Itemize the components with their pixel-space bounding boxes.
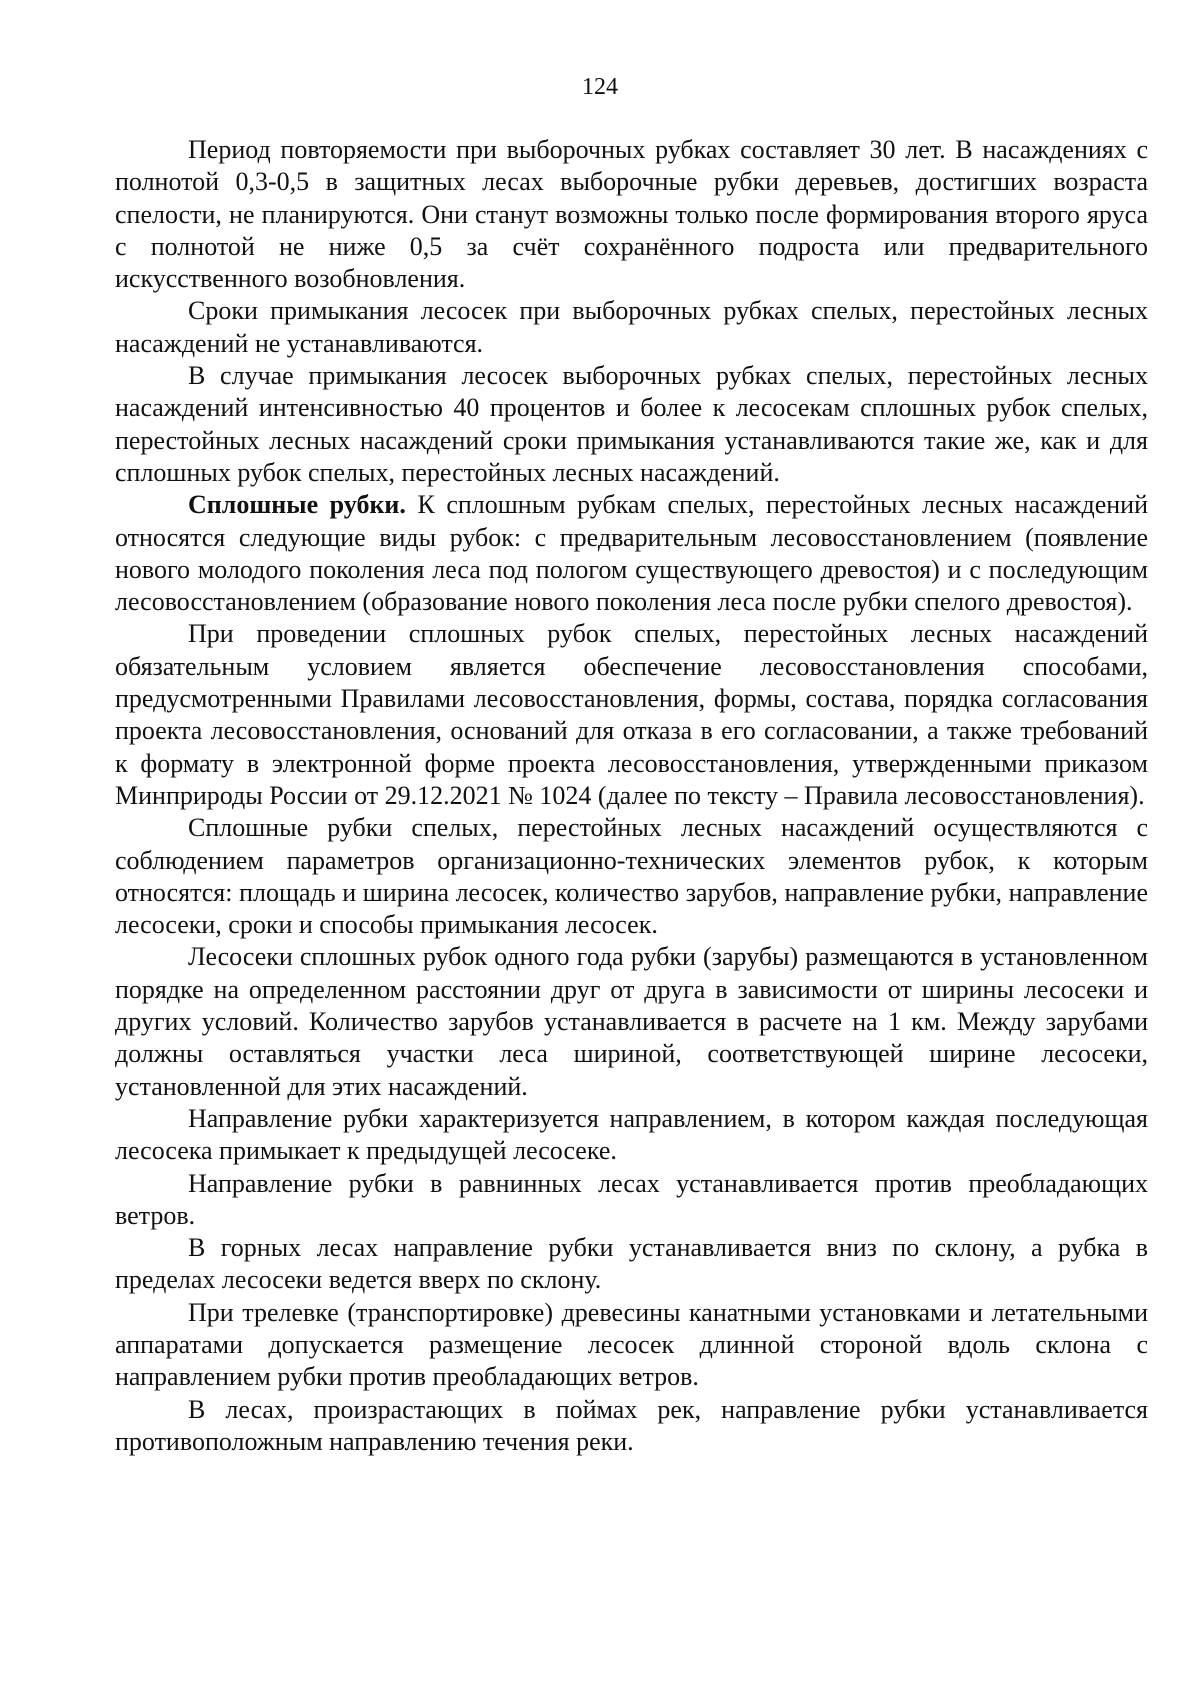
- paragraph-text: В горных лесах направление рубки устанавливается вниз по склону, а рубка в пределах лесосеки ведется вверх по склону.: [115, 1233, 1148, 1295]
- paragraph-text: При проведении сплошных рубок спелых, перестойных лесных насаждений обязательным условием является обеспечение лесовосстановления способами, предусмотренными Правилами лесовосстановления, формы, состава, порядка согласования проекта лесовосстановления, оснований для отказа в его согласовании, а также требований к формату в электронной форме проекта лесовосстановления, утвержденными приказом Минприроды России от 29.12.2021 № 1024 (далее по тексту – Правила лесовосстановления).: [115, 619, 1148, 810]
- paragraph-text: При трелевке (транспортировке) древесины канатными установками и летательными аппаратами допускается размещение лесосек длинной стороной вдоль склона с направлением рубки против преобладающих ветров.: [115, 1297, 1148, 1392]
- paragraph: [115, 1232, 1148, 1297]
- page-number: 124: [582, 74, 618, 100]
- document-body: [115, 134, 1148, 1458]
- paragraph: [115, 941, 1148, 1102]
- paragraph-text: В случае примыкания лесосек выборочных рубках спелых, перестойных лесных насаждений интенсивностью 40 процентов и более к лесосекам сплошных рубок спелых, перестойных лесных насаждений сроки примыкания устанавливаются такие же, как и для сплошных рубок спелых, перестойных лесных насаждений.: [115, 361, 1148, 487]
- section-heading: Сплошные рубки.: [188, 490, 406, 520]
- paragraph-text: Сплошные рубки спелых, перестойных лесных насаждений осуществляются с соблюдением параметров организационно-технических элементов рубок, к которым относятся: площадь и ширина лесосек, количество зарубов, направление рубки, направление лесосеки, сроки и способы примыкания лесосек.: [115, 813, 1148, 940]
- paragraph-text: К сплошным рубкам спелых, перестойных лесных насаждений относятся следующие виды рубок: с предварительным лесовосстановлением (появление нового молодого поколения леса под пологом существующего древостоя) и с последующим лесовосстановлением (образование нового поколения леса после рубки спелого древостоя).: [115, 490, 1148, 617]
- paragraph: [115, 1394, 1148, 1459]
- paragraph: [115, 618, 1148, 812]
- paragraph-text: Лесосеки сплошных рубок одного года рубки (зарубы) размещаются в установленном порядке на определенном расстоянии друг от друга в зависимости от ширины лесосеки и других условий. Количество зарубов устанавливается в расчете на 1 км. Между зарубами должны оставляться участки леса шириной, соответствующей ширине лесосеки, установленной для этих насаждений.: [115, 942, 1148, 1101]
- paragraph: [115, 1168, 1148, 1233]
- paragraph-text: Направление рубки характеризуется направлением, в котором каждая последующая лесосека примыкает к предыдущей лесосеке.: [115, 1103, 1148, 1166]
- paragraph: [115, 1297, 1148, 1394]
- paragraph: [115, 812, 1148, 941]
- paragraph: [115, 134, 1148, 295]
- paragraph: [115, 295, 1148, 360]
- paragraph-text: В лесах, произрастающих в поймах рек, направление рубки устанавливается противоположным направлению течения реки.: [115, 1394, 1148, 1456]
- paragraph-text: Сроки примыкания лесосек при выборочных рубках спелых, перестойных лесных насаждений не устанавливаются.: [115, 296, 1148, 358]
- paragraph: [115, 1103, 1148, 1168]
- paragraph-text: Направление рубки в равнинных лесах устанавливается против преобладающих ветров.: [115, 1168, 1148, 1230]
- paragraph-text: Период повторяемости при выборочных рубках составляет 30 лет. В насаждениях с полнотой 0,3-0,5 в защитных лесах выборочные рубки деревьев, достигших возраста спелости, не планируются. Они станут возможны только после формирования второго яруса с полнотой не ниже 0,5 за счёт сохранённого подроста или предварительного искусственного возобновления.: [115, 135, 1148, 294]
- paragraph: [115, 360, 1148, 489]
- paragraph: [115, 489, 1148, 618]
